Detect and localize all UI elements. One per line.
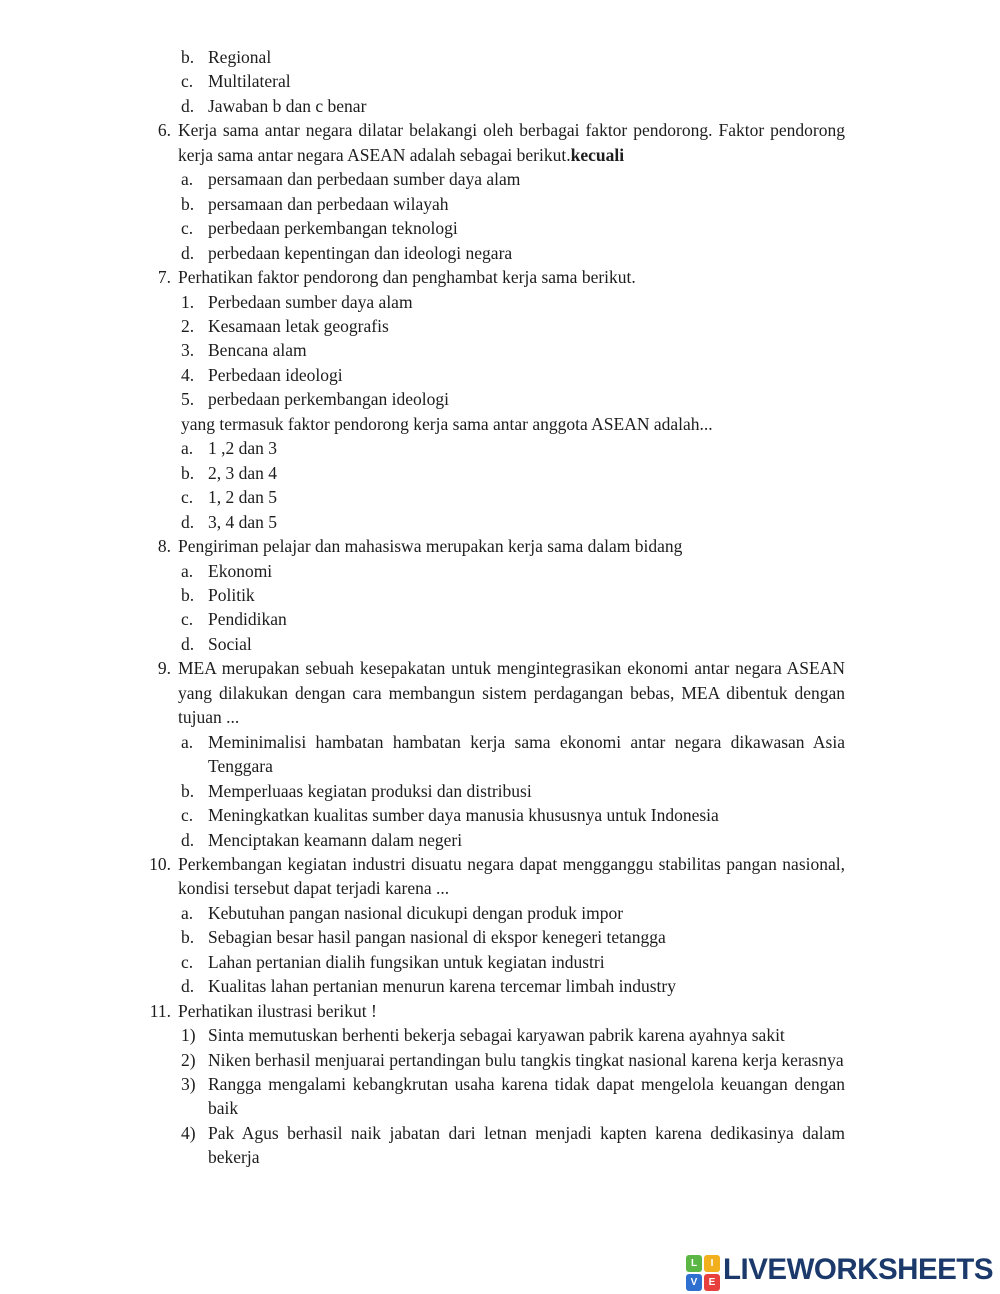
sub-item-text: Perbedaan sumber daya alam (208, 291, 413, 312)
option-text: Multilateral (208, 71, 291, 92)
option-text: Social (208, 633, 252, 654)
option-text: Meningkatkan kualitas sumber daya manusia khususnya untuk Indonesia (208, 805, 719, 826)
option-row (181, 436, 845, 460)
sub-item-row (181, 314, 845, 338)
option-text: Kualitas lahan pertanian menurun karena tercemar limbah industry (208, 976, 676, 997)
option-text: Kebutuhan pangan nasional dicukupi dengan produk impor (208, 902, 624, 923)
option-text: Jawaban b dan c benar (208, 95, 367, 116)
question-number: 10. (149, 853, 171, 874)
sub-item-marker: 1. (181, 291, 195, 312)
option-letter: b. (181, 780, 195, 801)
option-row (181, 45, 845, 69)
option-row (181, 974, 845, 998)
sub-item-row (181, 1072, 845, 1121)
option-row (181, 803, 845, 827)
option-row (181, 925, 845, 949)
option-row (181, 950, 845, 974)
sub-item-text: Niken berhasil menjuarai pertandingan bulu tangkis tingkat nasional karena kerja kerasnya (208, 1049, 844, 1070)
option-row (181, 607, 845, 631)
option-row (181, 559, 845, 583)
question-text: Perhatikan faktor pendorong dan penghambat kerja sama berikut. (178, 267, 636, 288)
sub-item-marker: 2) (181, 1049, 196, 1070)
question-number: 6. (157, 120, 171, 141)
option-text: 2, 3 dan 4 (208, 462, 278, 483)
option-letter: b. (181, 584, 195, 605)
question-row (143, 118, 845, 167)
sub-item-text: perbedaan perkembangan ideologi (208, 389, 450, 410)
liveworksheets-icon (686, 1255, 720, 1291)
option-row (181, 632, 845, 656)
sub-item-text: Perbedaan ideologi (208, 364, 343, 385)
option-letter: a. (181, 169, 194, 190)
option-text: Meminimalisi hambatan hambatan kerja sama ekonomi antar negara dikawasan Asia Tenggara (208, 731, 845, 777)
option-text: 1, 2 dan 5 (208, 487, 278, 508)
option-row (181, 167, 845, 191)
option-text: Ekonomi (208, 560, 273, 581)
option-text: Politik (208, 584, 255, 605)
sub-item-row (181, 363, 845, 387)
sub-item-row (181, 1121, 845, 1170)
question-text: Perhatikan ilustrasi berikut ! (178, 1000, 377, 1021)
option-letter: d. (181, 511, 195, 532)
option-letter: a. (181, 438, 194, 459)
sub-item-row (181, 1048, 845, 1072)
sub-item-text: Pak Agus berhasil naik jabatan dari letnan menjadi kapten karena dedikasinya dalam bekerja (208, 1122, 845, 1168)
option-text: Regional (208, 47, 272, 67)
question-number: 8. (157, 536, 171, 557)
option-row (181, 69, 845, 93)
question-continuation: yang termasuk faktor pendorong kerja sama antar anggota ASEAN adalah... (181, 413, 713, 434)
option-row (181, 510, 845, 534)
sub-item-text: Rangga mengalami kebangkrutan usaha karena tidak dapat mengelola keuangan dengan baik (208, 1074, 845, 1119)
option-row (181, 94, 845, 118)
option-row (181, 485, 845, 509)
option-row (181, 901, 845, 925)
option-letter: d. (181, 242, 195, 263)
option-row (181, 583, 845, 607)
sub-item-text: Bencana alam (208, 340, 307, 361)
option-row (181, 828, 845, 852)
option-letter: d. (181, 633, 195, 654)
question-text: MEA merupakan sebuah kesepakatan untuk mengintegrasikan ekonomi antar negara ASEAN yang dilakukan dengan cara membangun sistem perdagangan bebas, MEA dibentuk dengan tujuan ... (178, 658, 845, 728)
option-letter: b. (181, 462, 195, 483)
sub-item-marker: 5. (181, 389, 195, 410)
option-letter: a. (181, 731, 194, 752)
logo-square: E (704, 1274, 720, 1291)
option-letter: b. (181, 927, 195, 948)
logo-square: V (686, 1274, 702, 1291)
option-text: perbedaan kepentingan dan ideologi negara (208, 242, 513, 263)
sub-item-marker: 4) (181, 1122, 196, 1143)
option-text: Lahan pertanian dialih fungsikan untuk kegiatan industri (208, 951, 605, 972)
option-letter: c. (181, 71, 194, 92)
logo-square: L (686, 1255, 702, 1272)
option-letter: c. (181, 609, 194, 630)
logo-square: I (704, 1255, 720, 1272)
option-letter: d. (181, 95, 195, 116)
sub-item-text: Sinta memutuskan berhenti bekerja sebagai karyawan pabrik karena ayahnya sakit (208, 1025, 785, 1046)
question-number: 11. (149, 1000, 171, 1021)
sub-item-row (181, 1023, 845, 1047)
worksheet-content (143, 45, 845, 1170)
option-text: persamaan dan perbedaan sumber daya alam (208, 169, 521, 190)
option-text: 3, 4 dan 5 (208, 511, 278, 532)
option-letter: c. (181, 951, 194, 972)
option-letter: b. (181, 47, 195, 67)
question-number: 7. (157, 267, 171, 288)
option-letter: b. (181, 193, 195, 214)
liveworksheets-wordmark: LIVEWORKSHEETS (723, 1253, 993, 1286)
question-row (143, 852, 845, 901)
option-letter: c. (181, 805, 194, 826)
option-text: 1 ,2 dan 3 (208, 438, 278, 459)
option-row (181, 461, 845, 485)
option-text: Memperluaas kegiatan produksi dan distribusi (208, 780, 532, 801)
question-row (143, 656, 845, 729)
option-letter: c. (181, 218, 194, 239)
option-row (181, 779, 845, 803)
option-row (181, 192, 845, 216)
sub-item-row (181, 387, 845, 411)
option-row (181, 241, 845, 265)
option-letter: a. (181, 902, 194, 923)
option-text: persamaan dan perbedaan wilayah (208, 193, 449, 214)
question-row (143, 999, 845, 1023)
sub-item-marker: 4. (181, 364, 195, 385)
option-letter: d. (181, 829, 195, 850)
sub-item-marker: 1) (181, 1025, 196, 1046)
option-letter: a. (181, 560, 194, 581)
sub-item-row (181, 338, 845, 362)
option-text: perbedaan perkembangan teknologi (208, 218, 458, 239)
option-text: Sebagian besar hasil pangan nasional di ekspor kenegeri tetangga (208, 927, 666, 948)
sub-item-marker: 3. (181, 340, 195, 361)
option-row (181, 216, 845, 240)
question-text: Kerja sama antar negara dilatar belakangi oleh berbagai faktor pendorong. Faktor pendorong kerja sama antar negara ASEAN adalah sebagai berikut.kecuali (178, 120, 845, 165)
sub-item-row (181, 290, 845, 314)
sub-item-marker: 2. (181, 315, 195, 336)
question-text: Pengiriman pelajar dan mahasiswa merupakan kerja sama dalam bidang (178, 536, 683, 557)
option-letter: d. (181, 976, 195, 997)
question-text: Perkembangan kegiatan industri disuatu negara dapat mengganggu stabilitas pangan nasional, kondisi tersebut dapat terjadi karena ... (178, 853, 845, 899)
option-text: Menciptakan keamann dalam negeri (208, 829, 463, 850)
sub-item-marker: 3) (181, 1074, 196, 1095)
question-number: 9. (157, 658, 171, 679)
sub-item-text: Kesamaan letak geografis (208, 315, 389, 336)
question-row (143, 265, 845, 289)
liveworksheets-logo[interactable] (686, 1252, 993, 1291)
option-text: Pendidikan (208, 609, 287, 630)
question-row (143, 534, 845, 558)
question-text-bold: kecuali (570, 144, 625, 165)
option-row (181, 730, 845, 779)
option-letter: c. (181, 487, 194, 508)
